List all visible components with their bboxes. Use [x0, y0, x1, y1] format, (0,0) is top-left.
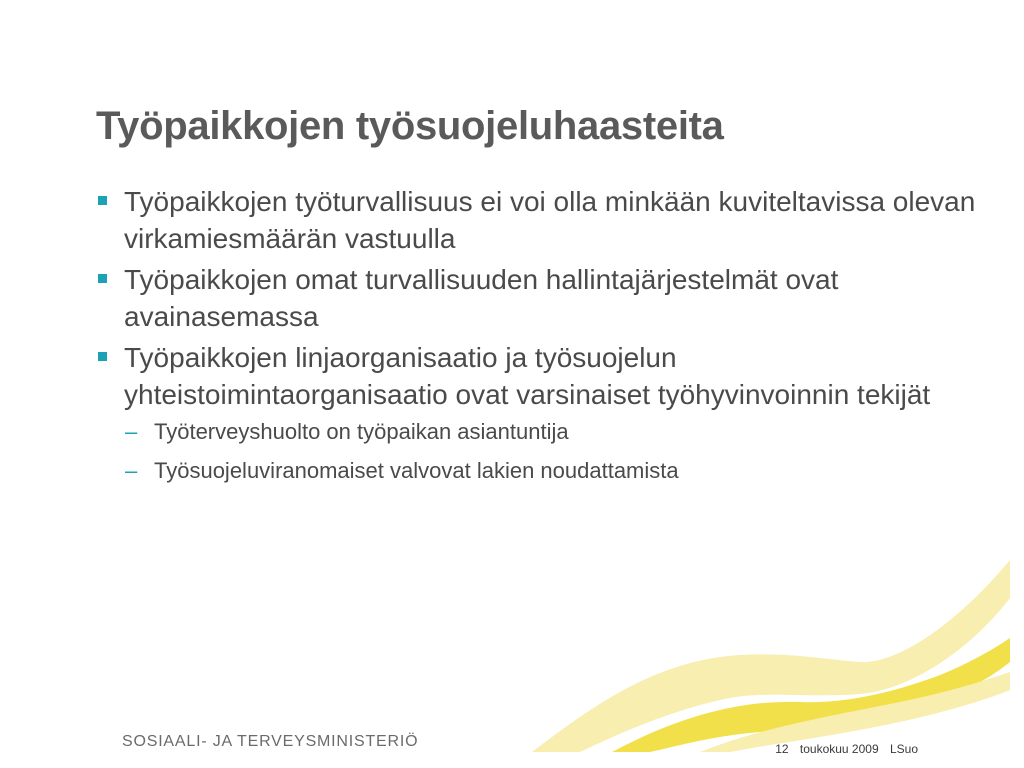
dash-bullet-icon: – [125, 419, 138, 444]
bullet-item [96, 183, 976, 257]
sub-bullet-item [124, 419, 976, 445]
bullet-text: Työpaikkojen työturvallisuus ei voi olla minkään kuviteltavissa olevan virkamiesmäärän vastuulla [124, 186, 976, 254]
square-bullet-icon [98, 274, 107, 283]
page-number: 12 [775, 742, 789, 756]
sub-bullet-text: Työterveyshuolto on työpaikan asiantuntija [154, 419, 569, 444]
slide-title: Työpaikkojen työsuojeluhaasteita [96, 104, 724, 148]
ministry-logo: SOSIAALI- JA TERVEYSMINISTERIÖ [122, 733, 419, 750]
sub-bullet-list [124, 419, 976, 484]
sub-bullet-text: Työsuojeluviranomaiset valvovat lakien noudattamista [154, 458, 679, 483]
footer-author: LSuo [889, 742, 918, 756]
slide-footer [767, 742, 918, 756]
bullet-text: Työpaikkojen linjaorganisaatio ja työsuojelun yhteistoimintaorganisaatio ovat varsinaiset työhyvinvoinnin tekijät [124, 342, 931, 410]
footer-date: toukokuu 2009 [799, 742, 879, 756]
dash-bullet-icon: – [125, 458, 138, 483]
bullet-text: Työpaikkojen omat turvallisuuden hallintajärjestelmät ovat avainasemassa [124, 264, 839, 332]
bullet-item [96, 261, 976, 335]
sub-bullet-item [124, 458, 976, 484]
bullet-item [96, 339, 976, 484]
square-bullet-icon [98, 352, 107, 361]
square-bullet-icon [98, 196, 107, 205]
bullet-list [96, 183, 976, 497]
